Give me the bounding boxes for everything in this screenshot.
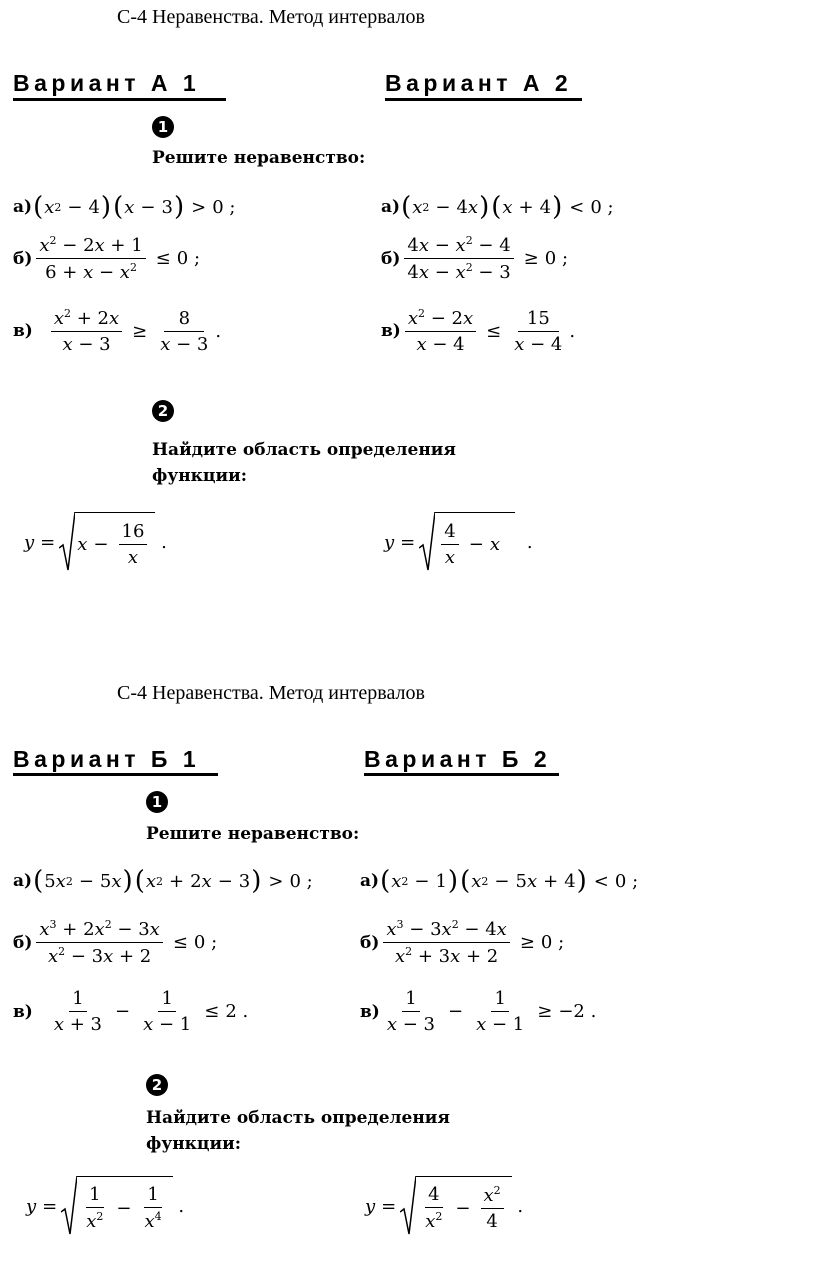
- sqrt-icon: $\frac{4}{x}$ − x: [419, 512, 515, 572]
- b1-domain-function: y = $\frac{1}{x^2}$ − $\frac{1}{x^4}$ .: [26, 1176, 184, 1236]
- task-1-number-icon: 1: [146, 791, 168, 813]
- b2-problem-a: а) ( x 2 − 1 ) ( x 2 − 5 x + 4 ) < 0 ;: [360, 866, 639, 896]
- variant-a1-heading: Вариант А 1: [13, 70, 201, 96]
- sqrt-icon: x − $\frac{16}{x}$: [59, 512, 155, 572]
- b2-problem-v: в) $\frac{1}{x - 3}$ − $\frac{1}{x - 1}$ ≥ −2 .: [360, 988, 597, 1035]
- a2-problem-v: в) $\frac{x^2 - 2x}{x - 4}$ ≤ $\frac{15}{x - 4}$ .: [381, 307, 576, 355]
- b2-domain-function: y = $\frac{4}{x^2}$ − $\frac{x^2}{4}$ .: [365, 1176, 523, 1236]
- variant-b1-heading: Вариант Б 1: [13, 746, 201, 772]
- page-title-b: С-4 Неравенства. Метод интервалов: [117, 682, 425, 704]
- sqrt-icon: $\frac{1}{x^2}$ − $\frac{1}{x^4}$: [61, 1176, 172, 1236]
- task-2-instruction-line2: функции:: [152, 466, 247, 486]
- variant-a2-underline: [385, 98, 582, 101]
- problem-label: в): [13, 321, 33, 341]
- a2-problem-b: б) $\frac{4x - x^2 - 4}{4x - x^2 - 3}$ ≥ 0 ;: [381, 234, 569, 283]
- page-title-a: С-4 Неравенства. Метод интервалов: [117, 6, 425, 28]
- task-2-instruction-line2: функции:: [146, 1134, 241, 1154]
- a2-domain-function: y = $\frac{4}{x}$ − x .: [384, 512, 533, 572]
- sqrt-icon: $\frac{4}{x^2}$ − $\frac{x^2}{4}$: [400, 1176, 511, 1236]
- variant-a1-underline: [13, 98, 226, 101]
- problem-label: б): [381, 248, 401, 269]
- problem-label: а): [13, 871, 33, 891]
- problem-label: б): [13, 932, 33, 953]
- problem-label: б): [13, 248, 33, 269]
- a1-problem-b: б) $\frac{x^2 - 2x + 1}{6 + x - x^2}$ ≤ 0 ;: [13, 234, 201, 283]
- b2-problem-b: б) $\frac{x^3 - 3x^2 - 4x}{x^2 + 3x + 2}$ ≥ 0 ;: [360, 918, 565, 967]
- task-2-number-icon: 2: [152, 400, 174, 422]
- a1-problem-a: а) ( x 2 − 4 ) ( x − 3 ) > 0 ;: [13, 192, 236, 222]
- b1-problem-v: в) $\frac{1}{x + 3}$ − $\frac{1}{x - 1}$ ≤ 2 .: [13, 988, 249, 1035]
- variant-b2-heading: Вариант Б 2: [364, 746, 552, 772]
- problem-label: в): [381, 321, 401, 341]
- a2-problem-a: а) ( x 2 − 4 x ) ( x + 4 ) < 0 ;: [381, 192, 614, 222]
- b1-problem-a: а) ( 5 x 2 − 5 x ) ( x 2 + 2 x − 3 ) > 0 ;: [13, 866, 313, 896]
- task-2-instruction-line1: Найдите область определения: [152, 440, 456, 460]
- task-1-number-icon: 1: [152, 116, 174, 138]
- a1-problem-v: в) $\frac{x^2 + 2x}{x - 3}$ ≥ $\frac{8}{x - 3}$ .: [13, 307, 222, 355]
- variant-b1-underline: [13, 773, 218, 776]
- problem-label: в): [13, 1001, 33, 1022]
- task-2-instruction-line1: Найдите область определения: [146, 1108, 450, 1128]
- problem-label: в): [360, 1001, 380, 1022]
- variant-a2-heading: Вариант А 2: [385, 70, 573, 96]
- task-1-instruction: Решите неравенство:: [146, 824, 360, 844]
- problem-label: б): [360, 932, 380, 953]
- task-1-instruction: Решите неравенство:: [152, 148, 366, 168]
- variant-b2-underline: [364, 773, 559, 776]
- problem-label: а): [381, 197, 401, 217]
- a1-domain-function: y = x − $\frac{16}{x}$ .: [24, 512, 167, 572]
- b1-problem-b: б) $\frac{x^3 + 2x^2 - 3x}{x^2 - 3x + 2}$ ≤ 0 ;: [13, 918, 218, 967]
- problem-label: а): [360, 871, 380, 891]
- task-2-number-icon: 2: [146, 1074, 168, 1096]
- problem-label: а): [13, 197, 33, 217]
